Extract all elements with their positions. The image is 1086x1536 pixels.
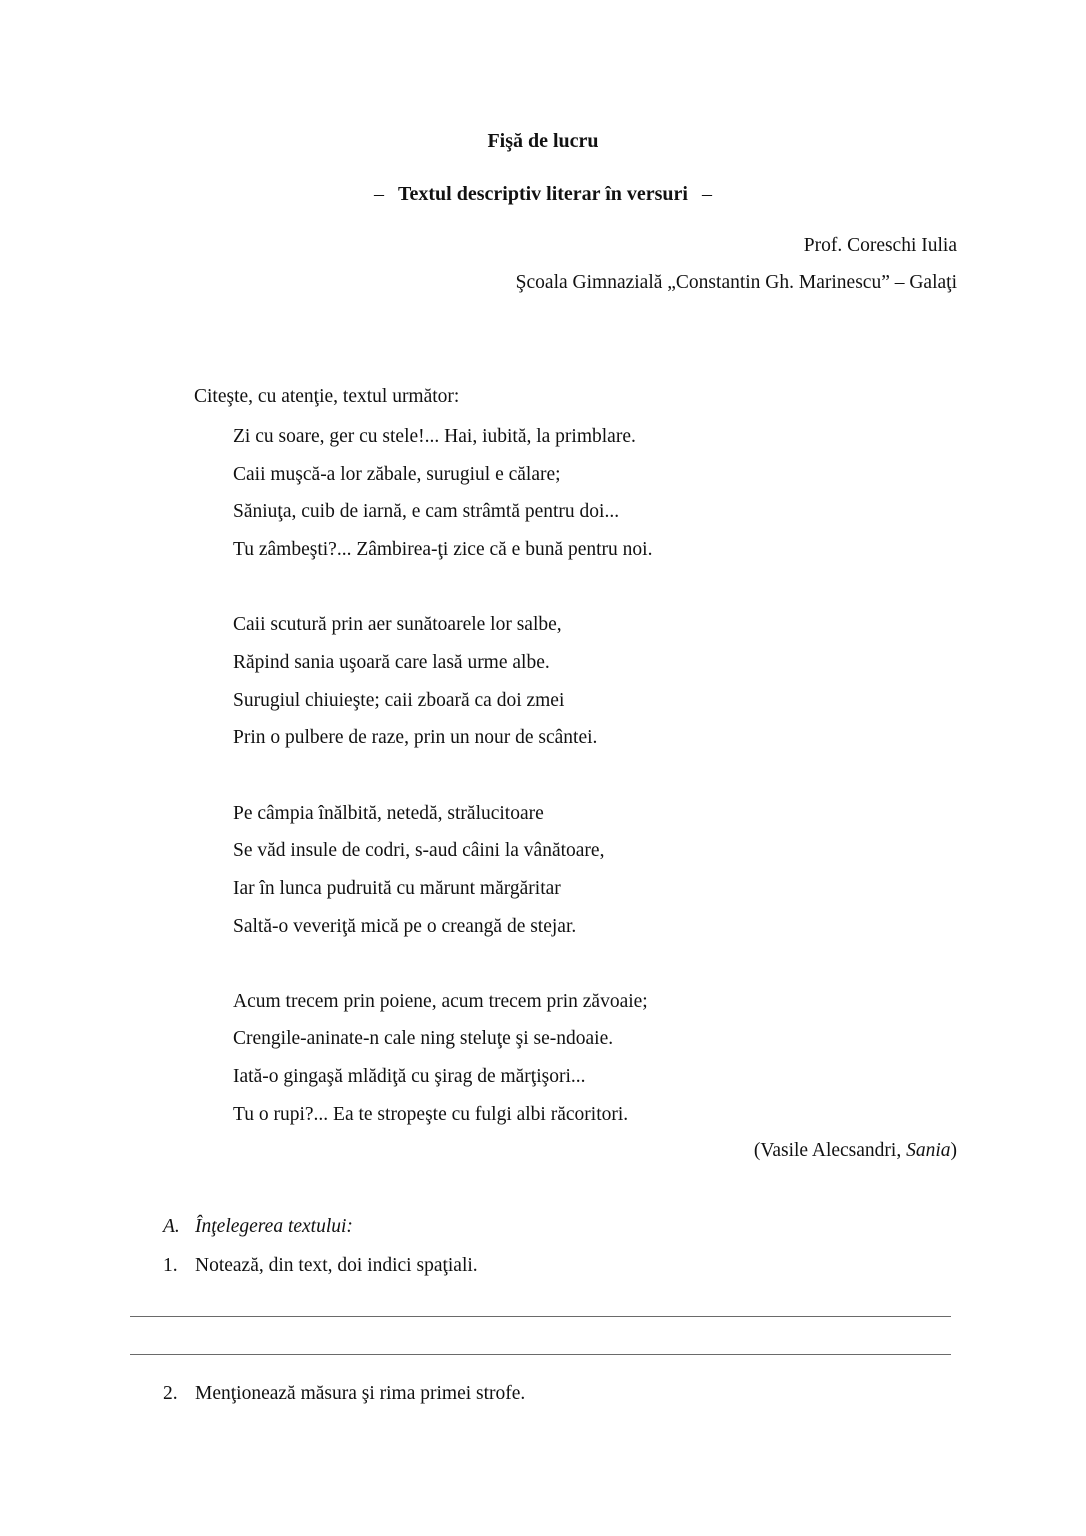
question-1 — [163, 1255, 478, 1277]
school-name: Şcoala Gimnazială „Constantin Gh. Marinescu” – Galaţi — [515, 272, 957, 293]
worksheet-title: Fişă de lucru — [487, 130, 599, 152]
worksheet-subtitle — [0, 183, 1086, 206]
stanza-3 — [233, 801, 652, 952]
verse: Tu o rupi?... Ea te stropeşte cu fulgi albi răcoritori. — [233, 1103, 629, 1125]
verse: Crengile-aninate-n cale ning steluţe şi se-ndoaie. — [233, 1028, 614, 1050]
verse: Zi cu soare, ger cu stele!... Hai, iubită, la primblare. — [233, 426, 636, 447]
answer-line-1[interactable] — [130, 1316, 951, 1317]
verse: Acum trecem prin poiene, acum trecem prin zăvoaie; — [233, 990, 648, 1012]
poem — [233, 424, 652, 1177]
question-text: Notează, din text, doi indici spaţiali. — [195, 1255, 478, 1276]
subtitle-text: Textul descriptiv literar în versuri — [398, 183, 688, 205]
question-number: 1. — [163, 1255, 178, 1276]
source-open-paren: ( — [753, 1140, 761, 1161]
verse: Iată-o gingaşă mlădiţă cu şirag de mărţişori... — [233, 1066, 586, 1088]
verse: Prin o pulbere de raze, prin un nour de scântei. — [233, 727, 598, 749]
stanza-4 — [233, 989, 652, 1140]
stanza-1 — [233, 424, 652, 575]
verse: Pe câmpia înălbită, netedă, strălucitoare — [233, 802, 544, 824]
question-2 — [163, 1383, 525, 1405]
source-work-title: Sania — [906, 1140, 951, 1161]
section-a-heading — [163, 1216, 353, 1238]
verse: Caii muşcă-a lor zăbale, surugiul e călare; — [233, 463, 561, 485]
verse: Se văd insule de codri, s-aud câini la vânătoare, — [233, 840, 605, 862]
answer-line-2[interactable] — [130, 1354, 951, 1355]
verse: Răpind sania uşoară care lasă urme albe. — [233, 651, 550, 673]
subtitle-dash-left: – — [374, 183, 384, 205]
question-number: 2. — [163, 1383, 178, 1404]
section-title: Înţelegerea textului: — [195, 1216, 353, 1237]
verse: Tu zâmbeşti?... Zâmbirea-ţi zice că e bună pentru noi. — [233, 539, 653, 561]
verse: Saltă-o veveriţă mică pe o creangă de stejar. — [233, 915, 577, 937]
author-name: Prof. Coreschi Iulia — [803, 235, 957, 256]
verse: Surugiul chiuieşte; caii zboară ca doi zmei — [233, 689, 565, 711]
question-text: Menţionează măsura şi rima primei strofe. — [195, 1383, 526, 1404]
stanza-2 — [233, 612, 652, 763]
verse: Săniuţa, cuib de iarnă, e cam strâmtă pentru doi... — [233, 501, 620, 523]
section-letter: A. — [163, 1216, 180, 1237]
reading-instruction: Citeşte, cu atenţie, textul următor: — [194, 386, 460, 407]
verse: Caii scutură prin aer sunătoarele lor salbe, — [233, 614, 562, 636]
source-close-paren: ) — [950, 1140, 957, 1161]
source-author: Vasile Alecsandri, — [760, 1140, 907, 1161]
verse: Iar în lunca pudruită cu mărunt mărgăritar — [233, 877, 561, 899]
poem-source — [754, 1140, 957, 1162]
subtitle-dash-right: – — [701, 183, 712, 205]
